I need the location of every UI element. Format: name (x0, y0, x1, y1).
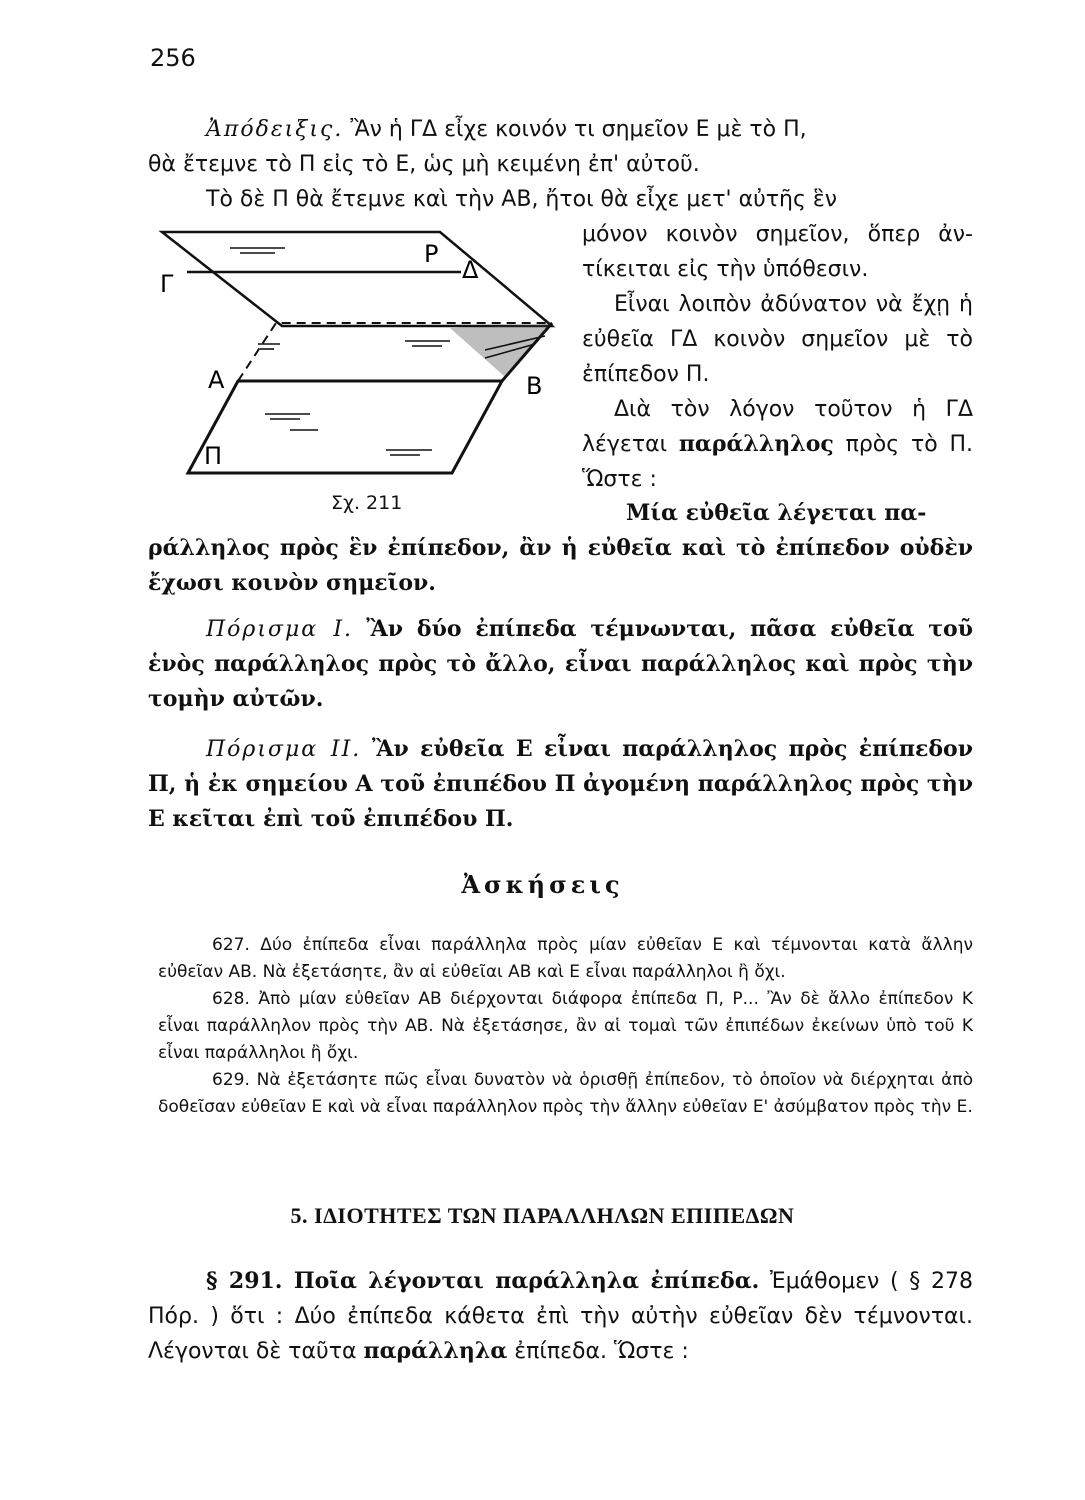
section-291-label: § 291. Ποῖα λέγονται παράλληλα ἐπίπεδα. (206, 1268, 760, 1294)
corollary-1 (148, 612, 973, 717)
parallel-planes-term: παράλληλα (363, 1338, 508, 1364)
definition-rest: ράλληλος πρὸς ἓν ἐπίπεδον, ἂν ἡ εὐθεῖα καὶ τὸ ἐπίπεδον οὐδὲν ἔχωσι κοινὸν σημεῖον. (148, 535, 973, 596)
proof-line-1 (148, 112, 973, 147)
corollary-2-label: Πόρισμα II. (206, 737, 362, 762)
side-para-3 (582, 392, 973, 497)
proof-line1-text: Ἂν ἡ ΓΔ εἶχε κοινόν τι σημεῖον Ε μὲ τὸ Π, (350, 117, 807, 142)
section-291 (148, 1264, 973, 1369)
corollary-1-label: Πόρισμα I. (206, 617, 354, 642)
corollary-2 (148, 732, 973, 837)
label-gamma: Γ (160, 270, 174, 298)
label-beta: Β (526, 372, 543, 400)
proof-label: Ἀπόδειξις. (206, 117, 344, 142)
label-rho: Ρ (424, 240, 439, 268)
exercises-heading: Ἀσκήσεις (461, 870, 624, 899)
side-column (582, 217, 973, 497)
exercise-628: 628. Ἀπὸ μίαν εὐθεῖαν ΑΒ διέρχονται διάφορα ἐπίπεδα Π, Ρ... Ἂν δὲ ἄλλο ἐπίπεδον Κ εἶναι παράλληλον πρὸς τὴν ΑΒ. Νὰ ἐξετάσησε, ἂν αἱ τομαὶ τῶν ἐπιπέδων ἐκείνων ὑπὸ τοῦ Κ εἶναι παράλληλοι ἢ ὄχι. (158, 989, 973, 1063)
label-delta: Δ (462, 256, 479, 284)
section-291-block (148, 1264, 973, 1369)
corollary-2-block (148, 732, 973, 837)
corollary-1-block (148, 612, 973, 717)
shaded-wedge (450, 324, 550, 376)
corollary-1-text: Ἂν δύο ἐπίπεδα τέμνωνται, πᾶσα εὐθεῖα τοῦ ἑνὸς παράλληλος πρὸς τὸ ἄλλο, εἶναι παράλληλος καὶ πρὸς τὴν τομὴν αὐτῶν. (148, 616, 973, 712)
upper-plane (162, 232, 552, 326)
label-pi: Π (204, 442, 223, 470)
plane-pi (188, 381, 502, 473)
proof-block (148, 112, 973, 217)
proof-line-2: θὰ ἔτεμνε τὸ Π εἰς τὸ Ε, ὡς μὴ κειμένη ἐπ' αὐτοῦ. (148, 152, 700, 177)
section-291-text2: ἐπίπεδα. Ὥστε : (514, 1339, 689, 1364)
side-para-1: μόνον κοινὸν σημεῖον, ὅπερ ἀν-τίκειται εἰς τὴν ὑπόθεσιν. (582, 222, 973, 282)
side-para-3-end: πρὸς τὸ Π. Ὥστε : (582, 432, 974, 492)
exercise-627: 627. Δύο ἐπίπεδα εἶναι παράλληλα πρὸς μίαν εὐθεῖαν Ε καὶ τέμνονται κατὰ ἄλλην εὐθεῖαν ΑΒ. Νὰ ἐξετάσητε, ἂν αἱ εὐθεῖαι ΑΒ καὶ Ε εἶναι παράλληλοι ἢ ὄχι. (158, 935, 973, 982)
proof-line-3: Τὸ δὲ Π θὰ ἔτεμνε καὶ τὴν ΑΒ, ἤτοι θὰ εἶχε μετ' αὐτῆς ἓν (206, 187, 838, 212)
figure-planes (150, 218, 570, 518)
exercises-list (158, 932, 973, 1121)
definition-block (148, 496, 973, 601)
section-291-text1: Ἐμάθομεν ( § 278 Πόρ. ) ὅτι : Δύο ἐπίπεδα κάθετα ἐπὶ τὴν αὐτὴν εὐθεῖαν δὲν τέμνονται. Λέγονται δὲ ταῦτα (148, 1269, 974, 1364)
section-title: 5. ΙΔΙΟΤΗΤΕΣ ΤΩΝ ΠΑΡΑΛΛΗΛΩΝ ΕΠΙΠΕΔΩΝ (290, 1203, 795, 1228)
parallel-term: παράλληλος (678, 431, 834, 457)
label-alpha: Α (208, 366, 225, 394)
exercise-629: 629. Νὰ ἐξετάσητε πῶς εἶναι δυνατὸν νὰ ὁρισθῇ ἐπίπεδον, τὸ ὁποῖον νὰ διέρχηται ἀπὸ δοθεῖσαν εὐθεῖαν Ε καὶ νὰ εἶναι παράλληλον πρὸς τὴν ἄλλην εὐθεῖαν Ε' ἀσύμβατον πρὸς τὴν Ε. (158, 1070, 973, 1117)
side-para-3-start: Διὰ τὸν λόγον τοῦτον ἡ ΓΔ λέγεται (582, 397, 973, 457)
page-number: 256 (150, 44, 196, 72)
corollary-2-text: Ἂν εὐθεῖα Ε εἶναι παράλληλος πρὸς ἐπίπεδον Π, ἡ ἐκ σημείου Α τοῦ ἐπιπέδου Π ἀγομένη παράλληλος πρὸς τὴν Ε κεῖται ἐπὶ τοῦ ἐπιπέδου Π. (148, 736, 973, 832)
definition-line-1: Μία εὐθεῖα λέγεται πα- (626, 500, 927, 526)
figure-caption: Σχ. 211 (331, 492, 403, 514)
side-para-2: Εἶναι λοιπὸν ἀδύνατον νὰ ἔχῃ ἡ εὐθεῖα ΓΔ κοινὸν σημεῖον μὲ τὸ ἐπίπεδον Π. (582, 292, 973, 387)
